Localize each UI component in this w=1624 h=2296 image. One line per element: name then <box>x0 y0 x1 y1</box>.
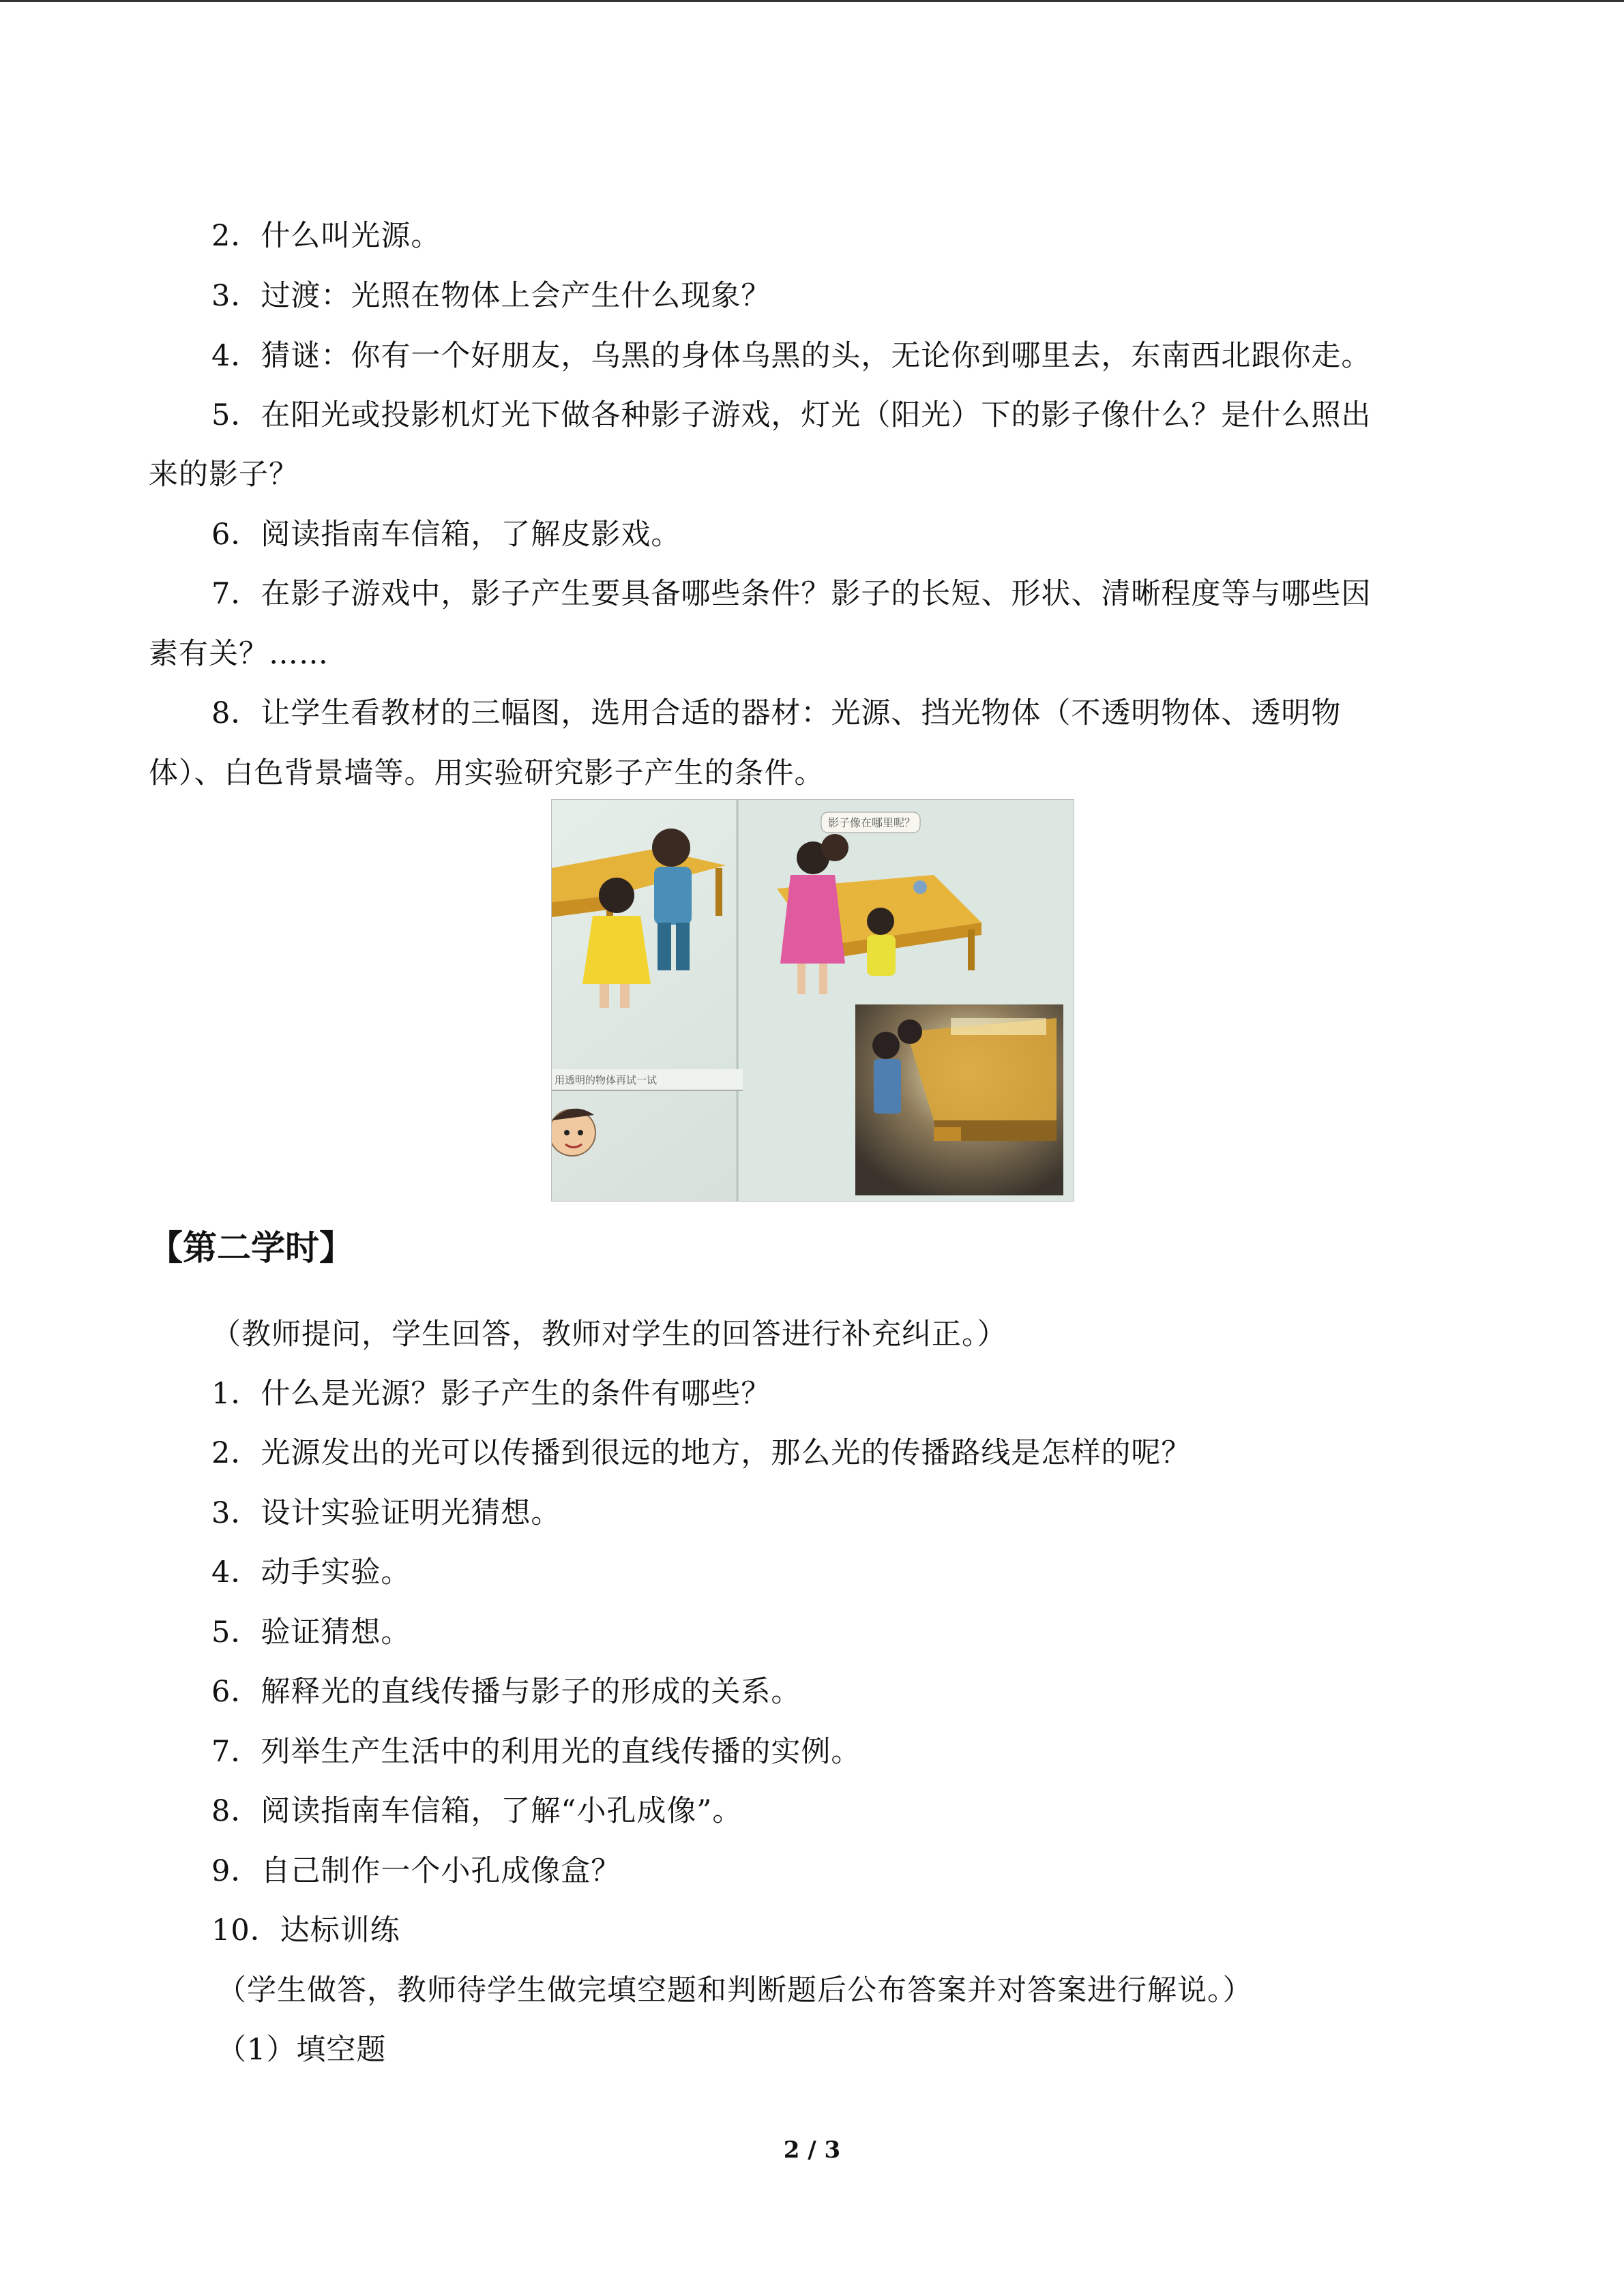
text-line: 5．验证猜想。 <box>211 1615 411 1650</box>
text-line: 7．在影子游戏中，影子产生要具备哪些条件？影子的长短、形状、清晰程度等与哪些因 <box>211 577 1372 611</box>
text-line: 8．阅读指南车信箱，了解“小孔成像”。 <box>211 1794 743 1828</box>
text-line: （1）填空题 <box>217 2033 387 2067</box>
page-top-border <box>0 0 1624 2</box>
textbook-illustration <box>551 799 1074 1202</box>
text-line: 6．阅读指南车信箱，了解皮影戏。 <box>211 518 681 552</box>
text-line: 4．动手实验。 <box>211 1555 411 1590</box>
text-line: 8．让学生看教材的三幅图，选用合适的器材：光源、挡光物体（不透明物体、透明物 <box>211 696 1342 730</box>
text-line: （教师提问，学生回答，教师对学生的回答进行补充纠正。） <box>211 1317 1007 1352</box>
text-line: 体）、白色背景墙等。用实验研究影子产生的条件。 <box>149 756 825 790</box>
text-line: 6．解释光的直线传播与影子的形成的关系。 <box>211 1675 801 1709</box>
text-line: 2．光源发出的光可以传播到很远的地方，那么光的传播路线是怎样的呢？ <box>211 1436 1192 1470</box>
text-line: 2．什么叫光源。 <box>211 219 441 253</box>
text-line: 9．自己制作一个小孔成像盒？ <box>211 1854 621 1888</box>
text-line: （学生做答，教师待学生做完填空题和判断题后公布答案并对答案进行解说。） <box>217 1973 1253 2008</box>
text-line: 7．列举生产生活中的利用光的直线传播的实例。 <box>211 1735 861 1769</box>
text-line: 4．猜谜：你有一个好朋友，乌黑的身体乌黑的头，无论你到哪里去，东南西北跟你走。 <box>211 339 1372 373</box>
text-line: 10．达标训练 <box>211 1913 400 1948</box>
text-line: 3．设计实验证明光猜想。 <box>211 1496 561 1530</box>
bubble-text: 影子像在哪里呢？ <box>828 816 916 829</box>
page-number: 2 / 3 <box>783 2136 841 2164</box>
text-line: 来的影子？ <box>149 458 299 492</box>
text-line: 3．过渡：光照在物体上会产生什么现象？ <box>211 279 771 313</box>
text-line: 5．在阳光或投影机灯光下做各种影子游戏，灯光（阳光）下的影子像什么？是什么照出 <box>211 398 1372 432</box>
caption-text: 用透明的物体再试一试 <box>555 1074 658 1086</box>
section-heading: 【第二学时】 <box>149 1228 353 1268</box>
text-line: 1．什么是光源？影子产生的条件有哪些？ <box>211 1377 771 1411</box>
text-line: 素有关？…… <box>149 637 329 671</box>
